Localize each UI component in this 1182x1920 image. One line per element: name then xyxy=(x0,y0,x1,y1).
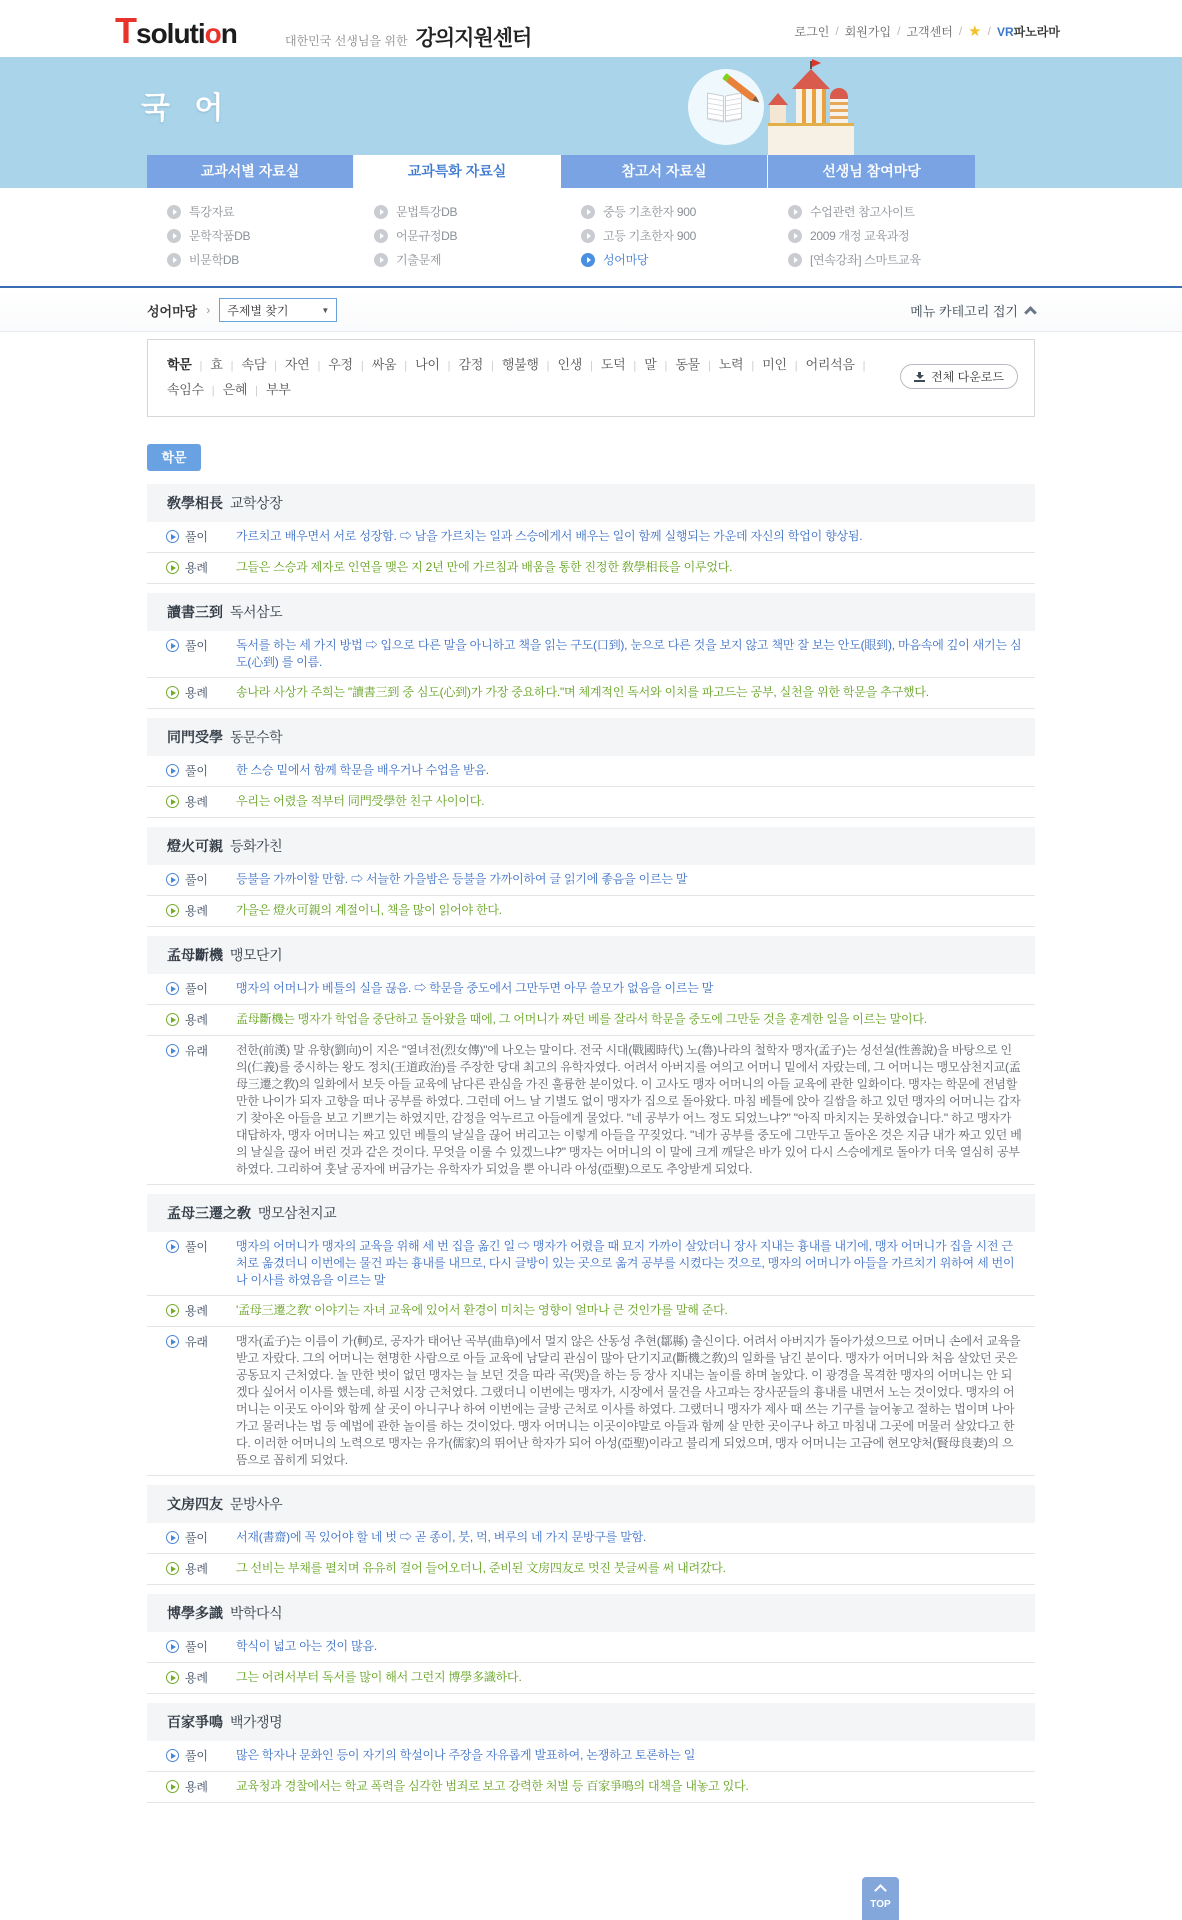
chevron-up-icon xyxy=(874,1884,887,1897)
topic-filter-item[interactable]: 자연 xyxy=(284,357,310,372)
top-header xyxy=(0,0,1182,57)
chevron-right-icon xyxy=(788,253,802,267)
play-circle-icon xyxy=(166,764,179,777)
idiom-row-origin xyxy=(147,1327,1035,1476)
book-pencil-icon xyxy=(688,69,764,145)
chevron-right-icon xyxy=(581,253,595,267)
topic-filter-item[interactable]: 노력 xyxy=(718,357,744,372)
download-label: 전체 다운로드 xyxy=(931,370,1004,384)
idiom-reading: 독서삼도 xyxy=(230,604,283,620)
top-label: TOP xyxy=(870,1899,891,1910)
topic-separator: | xyxy=(862,360,866,372)
tab-teacher-community[interactable]: 선생님 참여마당 xyxy=(768,155,975,188)
main-content xyxy=(147,339,1035,1803)
logo[interactable]: Tsolution xyxy=(115,10,237,51)
vr-panorama-link[interactable]: VR파노라마 xyxy=(996,24,1060,39)
idiom-row-example xyxy=(147,553,1035,584)
row-text: 학식이 넓고 아는 것이 많음. xyxy=(236,1639,377,1653)
idiom-hanja: 敎學相長 xyxy=(167,495,223,511)
idiom-section xyxy=(147,484,1035,584)
idiom-reading: 맹모단기 xyxy=(230,947,283,963)
submenu-item-2009-revised-curriculum[interactable]: 2009 개정 교육과정 xyxy=(788,227,975,244)
login-link[interactable]: 로그인 xyxy=(794,24,830,39)
topic-filter-item[interactable]: 은혜 xyxy=(222,382,248,397)
row-label: 유래 xyxy=(166,1333,236,1469)
breadcrumb xyxy=(147,288,337,332)
select-dropdown-arrow-icon: ▼ xyxy=(321,305,330,315)
play-circle-icon xyxy=(166,1013,179,1026)
submenu-column xyxy=(768,203,975,286)
idiom-reading: 동문수학 xyxy=(230,729,283,745)
idiom-section xyxy=(147,1703,1035,1803)
topic-filter-item[interactable]: 행불행 xyxy=(501,357,539,372)
submenu-column xyxy=(561,203,768,286)
row-label: 용례 xyxy=(166,1560,236,1578)
topic-separator: | xyxy=(707,360,711,372)
row-label: 풀이 xyxy=(166,980,236,998)
topic-filter-item[interactable]: 인생 xyxy=(557,357,583,372)
tagline-small: 대한민국 선생님을 위한 xyxy=(285,34,408,48)
topic-filter-item[interactable]: 말 xyxy=(644,357,657,372)
row-text: 전한(前漢) 말 유향(劉向)이 지은 "열녀전(烈女傳)"에 나오는 말이다. 전국 시대(戰國時代) 노(魯)나라의 철학자 맹자(孟子)는 성선설(性善說)을 바탕으로 인의(仁義)를 중시하는 왕도 정치(王道政治)를 주장한 당대 최고의 유학자였다. 어려서 아버지를 여의고 어머니 밑에서 자랐는데, 그 어머니는 맹모삼천지교(孟母三遷之敎)의 일화에서 보듯 아들 교육에 남다른 관심을 가진 훌륭한 분이었다. 이 고사도 맹자 어머니의 아들 교육에 관한 일화이다. 맹자는 학문에 전념할 만한 나이가 되자 고향을 떠나 공부를 하였다. 그런데 어느 날 기별도 없이 맹자가 집으로 돌아왔다. 마침 베틀에 앉아 길쌈을 하고 있던 맹자의 어머니는 갑자기 찾아온 아들을 보고 기쁘기는 하였지만, 감정을 억누르고 아들에게 물었다. "네 공부가 어느 정도 되었느냐?" "아직 마치지는 못하였습니다." 하고 맹자가 대답하자, 맹자 어머니는 짜고 있던 베틀의 날실을 끊어 버리고는 이렇게 아들을 꾸짖었다. "네가 공부를 중도에 그만두고 돌아온 것은 지금 내가 짜고 있던 베의 날실을 끊어 버린 것과 같은 것이다. 무엇을 이룰 수 있겠느냐?" 맹자는 어머니의 이 말에 크게 깨달은 바가 있어 다시 스승에게로 돌아가 더욱 열심히 공부하였다. 그리하여 훗날 공자에 버금가는 유학자가 되었을 뿐 아니라 아성(亞聖)으로도 추앙받게 되었다. xyxy=(236,1043,1022,1176)
row-text: 그들은 스승과 제자로 인연을 맺은 지 2년 만에 가르침과 배움을 통한 진정한 敎學相長을 이루었다. xyxy=(236,560,733,574)
scroll-top-button[interactable] xyxy=(862,1877,899,1920)
breadcrumb-separator: › xyxy=(206,303,211,317)
logo-t: T xyxy=(115,10,136,51)
row-label: 용례 xyxy=(166,1302,236,1320)
chevron-right-icon xyxy=(788,229,802,243)
chevron-right-icon xyxy=(167,205,181,219)
idiom-row-example xyxy=(147,787,1035,818)
topic-filter-item[interactable]: 감정 xyxy=(458,357,483,372)
submenu-item-literature-db[interactable]: 문학작품DB xyxy=(167,227,354,244)
topic-row xyxy=(167,353,904,378)
row-text: 그는 어려서부터 독서를 많이 해서 그런지 博學多識하다. xyxy=(236,1670,522,1684)
play-circle-icon xyxy=(166,1240,179,1253)
topic-row xyxy=(167,378,904,403)
customer-center-link[interactable]: 고객센터 xyxy=(906,24,953,39)
idiom-row-explain xyxy=(147,974,1035,1005)
idiom-reading: 문방사우 xyxy=(230,1496,283,1512)
idiom-row-example xyxy=(147,896,1035,927)
idiom-reading: 맹모삼천지교 xyxy=(258,1205,337,1221)
idiom-section xyxy=(147,1194,1035,1476)
submenu-item-high-basic-hanja-900[interactable]: 고등 기초한자 900 xyxy=(581,227,768,244)
submenu-item-nonliterary-db[interactable]: 비문학DB xyxy=(167,251,354,268)
row-text: 교육청과 경찰에서는 학교 폭력을 심각한 범죄로 보고 강력한 처벌 등 百家爭鳴의 대책을 내놓고 있다. xyxy=(236,1779,749,1793)
idiom-row-explain xyxy=(147,1741,1035,1772)
topic-filter-item[interactable]: 학문 xyxy=(167,357,192,372)
idiom-row-explain xyxy=(147,756,1035,787)
row-text: 가을은 燈火可親의 계절이니, 책을 많이 읽어야 한다. xyxy=(236,903,502,917)
row-label: 풀이 xyxy=(166,1747,236,1765)
topic-search-select[interactable] xyxy=(219,298,337,322)
idiom-section xyxy=(147,1594,1035,1694)
top-links xyxy=(795,22,1060,40)
idiom-reading: 교학상장 xyxy=(230,495,283,511)
idiom-heading xyxy=(147,484,1035,522)
play-circle-icon xyxy=(166,1671,179,1684)
breadcrumb-bar xyxy=(0,286,1182,332)
play-circle-icon xyxy=(166,1531,179,1544)
chevron-up-icon xyxy=(1024,306,1037,319)
topic-filter-item[interactable]: 속임수 xyxy=(167,382,204,397)
row-text: 맹자(孟子)는 이름이 가(軻)로, 공자가 태어난 곡부(曲阜)에서 멀지 않은 산동성 추현(鄒縣) 출신이다. 어려서 아버지가 돌아가셨으므로 어머니 손에서 교육을 받고 자랐다. 그의 어머니는 현명한 사람으로 아들 교육에 남달리 관심이 많아 단기지교(斷機之敎)의 일화를 남긴 분이다. 맹자가 어머니와 처음 살았던 곳은 공동묘지 근처였다. 놀 만한 벗이 없던 맹자는 늘 보던 것을 따라 곡(哭)을 하는 등 장사 지내는 놀이를 하며 놀았다. 이 광경을 목격한 맹자의 어머니는 안 되겠다 싶어서 이사를 했는데, 하필 시장 근처였다. 그랬더니 이번에는 맹자가, 시장에서 물건을 사고파는 장사꾼들의 흉내를 내면서 노는 것이었다. 맹자의 어머니는 이곳도 아이와 함께 살 곳이 아니구나 하여 이번에는 글방 근처로 이사를 하였다. 그랬더니 맹자가 제사 때 쓰는 기구를 늘어놓고 절하는 법이며 나아가고 물러나는 법 등 예법에 관한 놀이를 하는 것이었다. 맹자 어머니는 이곳이야말로 아들과 함께 살 만한 곳이구나 하고 마침내 그곳에 머물러 살았다고 한다. 이러한 어머니의 노력으로 맹자는 유가(儒家)의 뛰어난 학자가 되어 아성(亞聖)이라고 불리게 되었으며, 맹자 어머니는 고금에 현모양처(賢母良妻)의 으뜸으로 꼽히게 되었다. xyxy=(236,1334,1021,1467)
topic-separator: | xyxy=(794,360,798,372)
idiom-hanja: 博學多識 xyxy=(167,1605,223,1621)
topic-separator: | xyxy=(491,360,494,372)
play-circle-icon xyxy=(166,795,179,808)
chevron-right-icon xyxy=(374,229,388,243)
topic-separator: | xyxy=(317,360,321,372)
play-circle-icon xyxy=(166,639,179,652)
breadcrumb-root[interactable]: 성어마당 xyxy=(147,303,198,319)
topic-separator: | xyxy=(360,360,364,372)
topic-filter-item[interactable]: 도덕 xyxy=(600,357,626,372)
idiom-row-example xyxy=(147,1772,1035,1803)
chevron-right-icon xyxy=(374,253,388,267)
category-badge: 학문 xyxy=(147,444,201,471)
topic-separator: | xyxy=(751,360,755,372)
submenu-item-language-rules-db[interactable]: 어문규정DB xyxy=(374,227,561,244)
idiom-heading xyxy=(147,936,1035,974)
submenu-item-grammar-lecture-db[interactable]: 문법특강DB xyxy=(374,203,561,220)
row-text: 가르치고 배우면서 서로 성장함. ⇨ 남을 가르치는 일과 스승에게서 배우는 일이 함께 실행되는 가운데 자신의 학업이 향상됨. xyxy=(236,529,863,543)
row-text: 孟母斷機는 맹자가 학업을 중단하고 돌아왔을 때에, 그 어머니가 짜던 베를 잘라서 학문을 중도에 그만둔 것을 훈계한 일을 이르는 말이다. xyxy=(236,1012,927,1026)
play-circle-icon xyxy=(166,1335,179,1348)
chevron-right-icon xyxy=(788,205,802,219)
row-label: 풀이 xyxy=(166,528,236,546)
link-separator: / xyxy=(897,24,901,38)
idiom-section xyxy=(147,936,1035,1185)
chevron-right-icon xyxy=(581,205,595,219)
submenu-item-idiom-madang[interactable]: 성어마당 xyxy=(581,251,768,268)
idiom-heading xyxy=(147,718,1035,756)
row-text: 한 스승 밑에서 함께 학문을 배우거나 수업을 받음. xyxy=(236,763,489,777)
topic-separator: | xyxy=(664,360,668,372)
row-label: 풀이 xyxy=(166,1638,236,1656)
play-circle-icon xyxy=(166,1640,179,1653)
play-circle-icon xyxy=(166,982,179,995)
play-circle-icon xyxy=(166,1044,179,1057)
topic-filter-item[interactable]: 부부 xyxy=(266,382,291,397)
idiom-heading xyxy=(147,1194,1035,1232)
idiom-hanja: 孟母斷機 xyxy=(167,947,223,963)
row-text: 그 선비는 부채를 펼치며 유유히 걸어 들어오더니, 준비된 文房四友로 멋진 붓글씨를 써 내려갔다. xyxy=(236,1561,726,1575)
row-text: 독서를 하는 세 가지 방법 ⇨ 입으로 다른 말을 아니하고 책을 읽는 구도(口到), 눈으로 다른 것을 보지 않고 책만 잘 보는 안도(眼到), 마음속에 깊이 새기는 심도(心到) 를 이름. xyxy=(236,638,1022,669)
row-text: 송나라 사상가 주희는 "讀書三到 중 심도(心到)가 가장 중요하다."며 체계적인 독서와 이치를 파고드는 공부, 실천을 위한 학문을 추구했다. xyxy=(236,685,929,699)
row-label: 풀이 xyxy=(166,762,236,780)
row-text: 맹자의 어머니가 맹자의 교육을 위해 세 번 집을 옮긴 일 ⇨ 맹자가 어렸을 때 묘지 가까이 살았더니 장사 지내는 흉내를 내기에, 맹자 어머니가 집을 시전 근처로 옮겼더니 이번에는 물건 파는 흉내를 내므로, 다시 글방이 있는 곳으로 옮겨 공부를 시켰다는 것으로, 맹자의 어머니가 아들을 가르치기 위하여 세 번이나 이사를 하였음을 이르는 말 xyxy=(236,1239,1015,1287)
idiom-row-explain xyxy=(147,631,1035,678)
topic-separator: | xyxy=(447,360,451,372)
idiom-hanja: 百家爭鳴 xyxy=(167,1714,223,1730)
idiom-heading xyxy=(147,1485,1035,1523)
idiom-row-explain xyxy=(147,865,1035,896)
site-tagline xyxy=(285,22,531,52)
idiom-row-explain xyxy=(147,1232,1035,1296)
topic-filter-item[interactable]: 싸움 xyxy=(371,357,397,372)
row-label: 용례 xyxy=(166,793,236,811)
submenu-column xyxy=(354,203,561,286)
row-label: 용례 xyxy=(166,559,236,577)
idiom-section xyxy=(147,718,1035,818)
topic-separator: | xyxy=(230,360,234,372)
select-value: 주제별 찾기 xyxy=(227,303,289,318)
favorite-star-icon[interactable]: ★ xyxy=(968,23,982,40)
download-all-button[interactable] xyxy=(900,364,1018,389)
play-circle-icon xyxy=(166,1749,179,1762)
row-label: 풀이 xyxy=(166,1529,236,1547)
row-label: 풀이 xyxy=(166,871,236,889)
topic-separator: | xyxy=(404,360,408,372)
topic-separator: | xyxy=(274,360,277,372)
play-circle-icon xyxy=(166,873,179,886)
menu-collapse-button[interactable] xyxy=(910,288,1035,332)
chevron-right-icon xyxy=(167,253,181,267)
topic-filter-item[interactable]: 나이 xyxy=(415,357,440,372)
row-text: 우리는 어렸을 적부터 同門受學한 친구 사이이다. xyxy=(236,794,485,808)
idiom-reading: 백가쟁명 xyxy=(230,1714,283,1730)
row-label: 풀이 xyxy=(166,1238,236,1289)
tab-reference-archive[interactable]: 참고서 자료실 xyxy=(561,155,768,188)
play-circle-icon xyxy=(166,530,179,543)
topic-list xyxy=(167,353,904,403)
idiom-reading: 박학다식 xyxy=(230,1605,283,1621)
row-label: 유래 xyxy=(166,1042,236,1178)
topic-filter-item[interactable]: 우정 xyxy=(328,357,353,372)
idiom-heading xyxy=(147,1594,1035,1632)
chevron-right-icon xyxy=(374,205,388,219)
row-label: 용례 xyxy=(166,684,236,702)
topic-separator: | xyxy=(633,360,637,372)
submenu-item-special-lectures[interactable]: 특강자료 xyxy=(167,203,354,220)
idiom-row-example xyxy=(147,678,1035,709)
row-text: 많은 학자나 문화인 등이 자기의 학설이나 주장을 자유롭게 발표하여, 논쟁하고 토론하는 일 xyxy=(236,1748,696,1762)
row-label: 풀이 xyxy=(166,637,236,671)
play-circle-icon xyxy=(166,561,179,574)
download-icon xyxy=(914,372,925,382)
play-circle-icon xyxy=(166,1780,179,1793)
play-circle-icon xyxy=(166,904,179,917)
idiom-row-example xyxy=(147,1005,1035,1036)
tab-subject-special-archive[interactable]: 교과특화 자료실 xyxy=(354,155,561,188)
idiom-hanja: 燈火可親 xyxy=(167,838,223,854)
play-circle-icon xyxy=(166,1562,179,1575)
submenu-item-past-exam-questions[interactable]: 기출문제 xyxy=(374,251,561,268)
school-building-icon xyxy=(768,63,854,155)
topic-separator: | xyxy=(255,385,259,397)
page-title: 국 어 xyxy=(141,92,232,125)
idiom-row-example xyxy=(147,1296,1035,1327)
link-separator: / xyxy=(835,24,839,38)
collapse-label: 메뉴 카테고리 접기 xyxy=(910,303,1018,319)
submenu-column xyxy=(147,203,354,286)
idiom-row-origin xyxy=(147,1036,1035,1185)
row-label: 용례 xyxy=(166,1669,236,1687)
subject-banner xyxy=(0,57,1182,188)
submenu-item-smart-education-series[interactable]: [연속강좌] 스마트교육 xyxy=(788,251,975,268)
link-separator: / xyxy=(987,24,991,38)
idiom-hanja: 孟母三遷之敎 xyxy=(167,1205,251,1221)
topic-filter-item[interactable]: 미인 xyxy=(762,357,787,372)
idiom-row-explain xyxy=(147,522,1035,553)
topic-filter-item[interactable]: 어리석음 xyxy=(805,357,855,372)
idiom-hanja: 文房四友 xyxy=(167,1496,223,1512)
chevron-right-icon xyxy=(167,229,181,243)
chevron-right-icon xyxy=(581,229,595,243)
topic-filter-box xyxy=(147,339,1035,417)
submenu xyxy=(0,188,1182,286)
play-circle-icon xyxy=(166,686,179,699)
row-label: 용례 xyxy=(166,902,236,920)
idiom-row-example xyxy=(147,1554,1035,1585)
tagline-big: 강의지원센터 xyxy=(415,27,532,50)
row-label: 용례 xyxy=(166,1778,236,1796)
idiom-hanja: 讀書三到 xyxy=(167,604,223,620)
submenu-item-middle-basic-hanja-900[interactable]: 중등 기초한자 900 xyxy=(581,203,768,220)
idiom-heading xyxy=(147,593,1035,631)
topic-filter-item[interactable]: 효 xyxy=(210,357,223,372)
main-tabs xyxy=(147,155,975,188)
topic-separator: | xyxy=(211,385,215,397)
idiom-row-explain xyxy=(147,1632,1035,1663)
tab-textbook-archive[interactable]: 교과서별 자료실 xyxy=(147,155,354,188)
row-text: 서재(書齋)에 꼭 있어야 할 네 벗 ⇨ 곧 종이, 붓, 먹, 벼루의 네 가지 문방구를 말함. xyxy=(236,1530,647,1544)
topic-separator: | xyxy=(546,360,550,372)
idiom-row-explain xyxy=(147,1523,1035,1554)
sections-list xyxy=(147,484,1035,1803)
idiom-hanja: 同門受學 xyxy=(167,729,223,745)
idiom-section xyxy=(147,593,1035,709)
idiom-section xyxy=(147,1485,1035,1585)
idiom-row-example xyxy=(147,1663,1035,1694)
play-circle-icon xyxy=(166,1304,179,1317)
topic-separator: | xyxy=(590,360,593,372)
idiom-heading xyxy=(147,1703,1035,1741)
link-separator: / xyxy=(958,24,963,38)
topic-filter-item[interactable]: 동물 xyxy=(675,357,700,372)
row-text: 맹자의 어머니가 베틀의 실을 끊음. ⇨ 학문을 중도에서 그만두면 아무 쓸모가 없음을 이르는 말 xyxy=(236,981,714,995)
signup-link[interactable]: 회원가입 xyxy=(844,24,892,39)
topic-separator: | xyxy=(199,360,203,372)
row-text: '孟母三遷之敎' 이야기는 자녀 교육에 있어서 환경이 미치는 영향이 얼마나 큰 것인가를 말해 준다. xyxy=(236,1303,728,1317)
idiom-reading: 등화가친 xyxy=(230,838,283,854)
submenu-item-class-reference-sites[interactable]: 수업관련 참고사이트 xyxy=(788,203,975,220)
idiom-section xyxy=(147,827,1035,927)
idiom-heading xyxy=(147,827,1035,865)
row-text: 등불을 가까이할 만함. ⇨ 서늘한 가을밤은 등불을 가까이하여 글 읽기에 좋음을 이르는 말 xyxy=(236,872,688,886)
topic-filter-item[interactable]: 속담 xyxy=(241,357,267,372)
row-label: 용례 xyxy=(166,1011,236,1029)
